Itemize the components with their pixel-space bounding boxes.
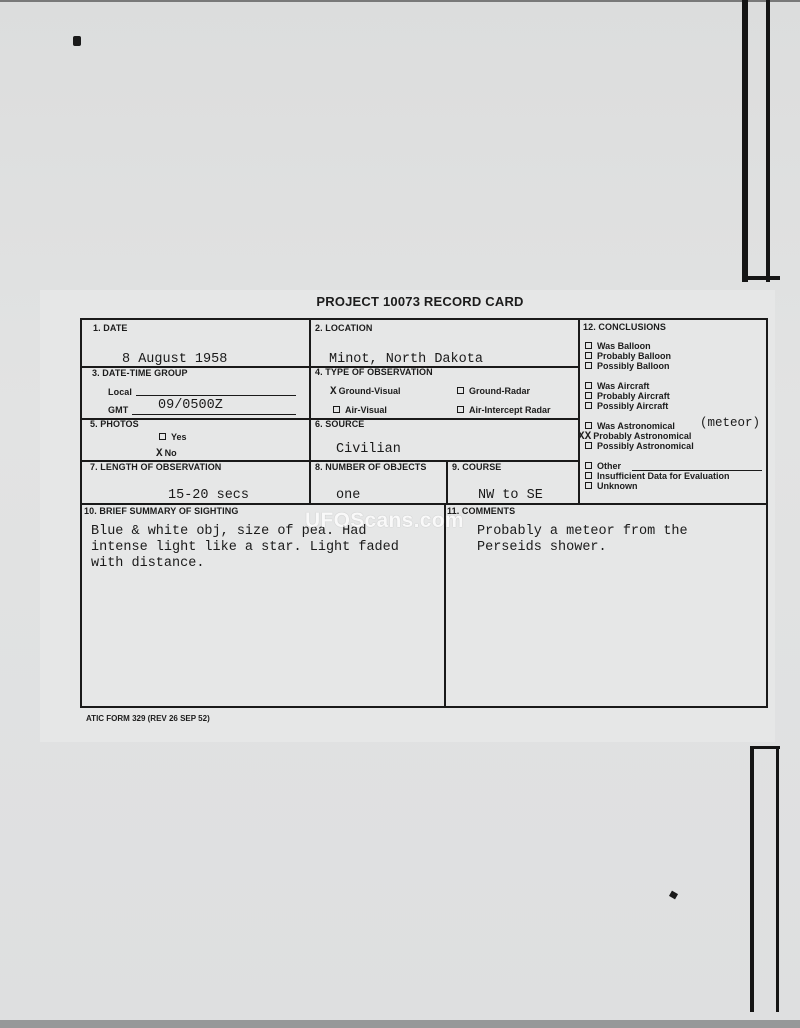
divider-course [446, 460, 448, 504]
conclusion-checkbox [585, 462, 592, 469]
scan-edge-bar-bottom [750, 746, 754, 1012]
conclusion-possibly-astronomical [585, 441, 694, 451]
scan-border-top [0, 0, 800, 2]
photos-label: 5. PHOTOS [90, 419, 139, 429]
photos-yes-checkbox [159, 433, 166, 440]
form-number-footer: ATIC FORM 329 (REV 26 SEP 52) [86, 714, 210, 723]
conclusion-checkbox [585, 422, 592, 429]
conclusion-insufficient-data [585, 471, 730, 481]
local-label: Local [108, 387, 133, 397]
conclusion-checkbox [585, 442, 592, 449]
conclusion-probably-balloon [585, 351, 671, 361]
ground-visual-check: X [330, 386, 337, 398]
length-value: 15-20 secs [168, 488, 250, 503]
photos-no-option [156, 448, 177, 460]
location-value: Minot, North Dakota [329, 352, 483, 367]
air-intercept-text: Air-Intercept Radar [469, 405, 551, 415]
card-title: PROJECT 10073 RECORD CARD [316, 294, 524, 309]
course-value: NW to SE [478, 488, 543, 503]
conclusion-text: Probably Balloon [597, 351, 672, 361]
scan-edge-bar-top [742, 0, 748, 282]
ground-visual-text: Ground-Visual [338, 386, 401, 396]
divider-summary [444, 504, 446, 708]
summary-line-1: Blue & white obj, size of pea. Had [91, 524, 367, 539]
divider-left-col [309, 320, 311, 504]
ground-radar-checkbox [457, 387, 464, 394]
scan-border-bottom [0, 1020, 800, 1028]
conclusion-text: Unknown [597, 481, 638, 491]
conclusion-checkbox [585, 362, 592, 369]
conclusion-checkbox [585, 392, 592, 399]
summary-label: 10. BRIEF SUMMARY OF SIGHTING [84, 506, 239, 516]
length-label: 7. LENGTH OF OBSERVATION [90, 462, 222, 472]
date-time-group-label: 3. DATE-TIME GROUP [92, 368, 188, 378]
ground-radar-option [457, 386, 530, 396]
scan-edge-bar-top-foot [742, 276, 780, 280]
conclusion-possibly-balloon [585, 361, 670, 371]
divider-conclusions [578, 320, 580, 504]
comments-line-2: Perseids shower. [477, 540, 607, 555]
conclusion-text: Was Balloon [597, 341, 651, 351]
location-label: 2. LOCATION [315, 323, 373, 333]
conclusion-possibly-aircraft [585, 401, 668, 411]
conclusion-was-balloon [585, 341, 651, 351]
conclusions-label: 12. CONCLUSIONS [583, 322, 667, 332]
air-visual-text: Air-Visual [345, 405, 387, 415]
conclusion-checkbox [585, 482, 592, 489]
conclusion-unknown [585, 481, 638, 491]
astronomical-note: (meteor) [700, 416, 761, 430]
source-label: 6. SOURCE [315, 419, 365, 429]
photos-yes-text: Yes [171, 432, 187, 442]
photos-yes-option [159, 432, 187, 442]
ground-visual-option [330, 386, 400, 398]
comments-line-1: Probably a meteor from the [477, 524, 688, 539]
ground-radar-text: Ground-Radar [469, 386, 531, 396]
conclusion-text: Probably Astronomical [593, 431, 692, 441]
conclusion-probably-aircraft [585, 391, 670, 401]
divider-row4 [82, 503, 768, 505]
conclusion-text: Possibly Astronomical [597, 441, 694, 451]
conclusion-text: Was Aircraft [597, 381, 650, 391]
photos-no-check: X [156, 448, 163, 460]
conclusion-checkbox [585, 472, 592, 479]
conclusion-checkbox [585, 342, 592, 349]
comments-label: 11. COMMENTS [447, 506, 516, 516]
local-underline [136, 395, 296, 396]
scan-edge-bar-bottom-head [750, 746, 780, 749]
conclusion-checkbox [585, 352, 592, 359]
gmt-value: 09/0500Z [158, 398, 223, 413]
scan-edge-bar-bottom-inner [776, 746, 779, 1012]
conclusion-text: Possibly Aircraft [597, 401, 669, 411]
summary-line-3: with distance. [91, 556, 205, 571]
site-watermark: UFOScans.com [305, 509, 464, 532]
gmt-underline [132, 414, 296, 415]
summary-line-2: intense light like a star. Light faded [91, 540, 399, 555]
conclusion-text: Insufficient Data for Evaluation [597, 471, 730, 481]
conclusion-checkbox [585, 382, 592, 389]
conclusion-text: Probably Aircraft [597, 391, 670, 401]
probably-astronomical-check: XX [578, 431, 592, 443]
date-label: 1. DATE [93, 323, 128, 333]
course-label: 9. COURSE [452, 462, 502, 472]
scan-edge-bar-top-inner [766, 0, 770, 282]
objects-label: 8. NUMBER OF OBJECTS [315, 462, 427, 472]
conclusion-was-astronomical [585, 421, 675, 431]
air-intercept-checkbox [457, 406, 464, 413]
conclusion-text: Other [597, 461, 622, 471]
conclusion-checkbox [585, 402, 592, 409]
observation-type-label: 4. TYPE OF OBSERVATION [315, 367, 433, 377]
photos-no-text: No [164, 448, 177, 458]
conclusion-text: Was Astronomical [597, 421, 675, 431]
conclusion-was-aircraft [585, 381, 649, 391]
conclusion-text: Possibly Balloon [597, 361, 670, 371]
conclusion-other [585, 461, 621, 471]
source-value: Civilian [336, 442, 401, 457]
air-visual-checkbox [333, 406, 340, 413]
scan-speck-top [73, 36, 81, 46]
air-intercept-option [457, 405, 551, 415]
air-visual-option [333, 405, 387, 415]
objects-value: one [336, 488, 361, 503]
gmt-label: GMT [108, 405, 129, 415]
date-value: 8 August 1958 [122, 352, 228, 367]
